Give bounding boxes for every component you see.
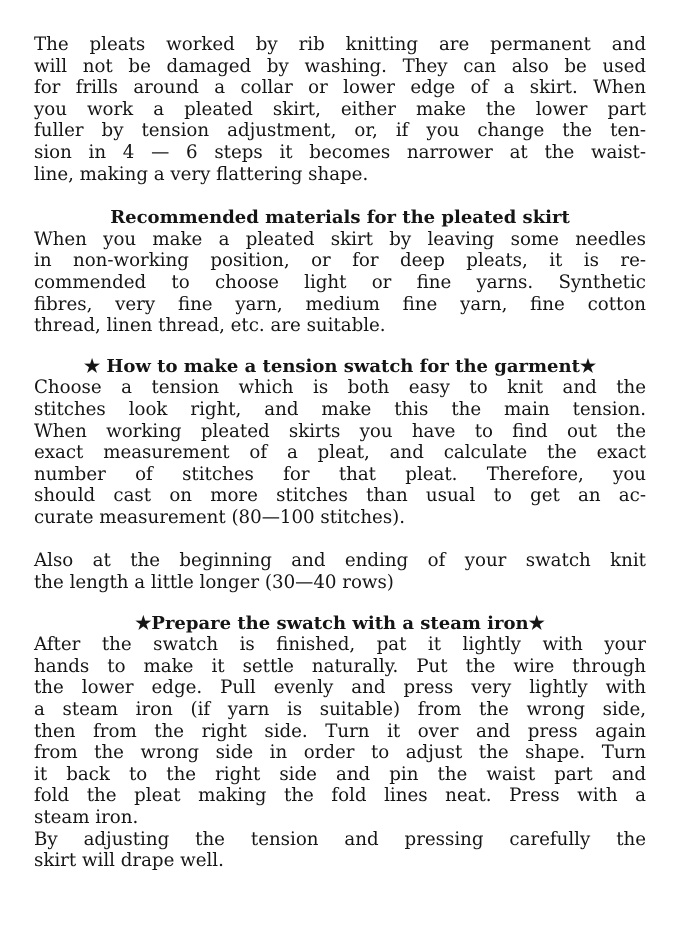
text-line: stitches look right, and make this the main tension. <box>34 398 646 420</box>
text-line: thread, linen thread, etc. are suitable. <box>34 315 386 337</box>
text-line: number of stitches for that pleat. Therefore, you <box>34 463 646 485</box>
swatch-heading: ★ How to make a tension swatch for the garment★ <box>83 355 597 377</box>
text-line: skirt will drape well. <box>34 850 224 872</box>
text-line: Choose a tension which is both easy to knit and the <box>34 377 646 399</box>
text-line: hands to make it settle naturally. Put the wire through <box>34 655 646 677</box>
text-line: the lower edge. Pull evenly and press very lightly with <box>34 677 646 699</box>
intro-paragraph <box>34 34 646 185</box>
text-line: from the wrong side in order to adjust the shape. Turn <box>34 742 646 764</box>
rows-paragraph <box>34 550 646 593</box>
swatch-paragraph <box>34 377 646 528</box>
text-line: curate measurement (80—100 stitches). <box>34 506 406 528</box>
text-line: After the swatch is finished, pat it lightly with your <box>34 634 646 656</box>
text-line: When you make a pleated skirt by leaving some needles <box>34 228 646 250</box>
text-line: fuller by tension adjustment, or, if you change the ten- <box>34 120 646 142</box>
text-line: steam iron. <box>34 807 139 828</box>
text-line: Also at the beginning and ending of your swatch knit <box>34 550 646 572</box>
text-line: will not be damaged by washing. They can also be used <box>34 55 646 77</box>
document-page <box>34 34 646 872</box>
text-line: sion in 4 — 6 steps it becomes narrower at the waist- <box>34 141 646 163</box>
steam-paragraph <box>34 634 646 828</box>
text-line: then from the right side. Turn it over and press again <box>34 720 646 742</box>
text-line: the length a little longer (30—40 rows) <box>34 572 394 594</box>
text-line: line, making a very flattering shape. <box>34 163 369 185</box>
text-line: for frills around a collar or lower edge of a skirt. When <box>34 77 646 99</box>
materials-heading: Recommended materials for the pleated skirt <box>110 207 570 229</box>
text-line: By adjusting the tension and pressing carefully the <box>34 828 646 850</box>
materials-paragraph <box>34 229 646 337</box>
text-line: should cast on more stitches than usual to get an ac- <box>34 485 646 507</box>
text-line: commended to choose light or fine yarns. Synthetic <box>34 271 646 293</box>
text-line: fold the pleat making the fold lines neat. Press with a <box>34 785 646 807</box>
text-line: you work a pleated skirt, either make the lower part <box>34 98 646 120</box>
steam-heading: ★Prepare the swatch with a steam iron★ <box>135 612 545 634</box>
text-line: exact measurement of a pleat, and calculate the exact <box>34 442 646 464</box>
text-line: fibres, very fine yarn, medium fine yarn, fine cotton <box>34 293 646 315</box>
text-line: When working pleated skirts you have to find out the <box>34 420 646 442</box>
text-line: in non-working position, or for deep pleats, it is re- <box>34 250 646 272</box>
text-line: a steam iron (if yarn is suitable) from the wrong side, <box>34 699 646 721</box>
drape-paragraph <box>34 829 646 872</box>
text-line: The pleats worked by rib knitting are permanent and <box>34 34 646 55</box>
text-line: it back to the right side and pin the waist part and <box>34 763 646 785</box>
